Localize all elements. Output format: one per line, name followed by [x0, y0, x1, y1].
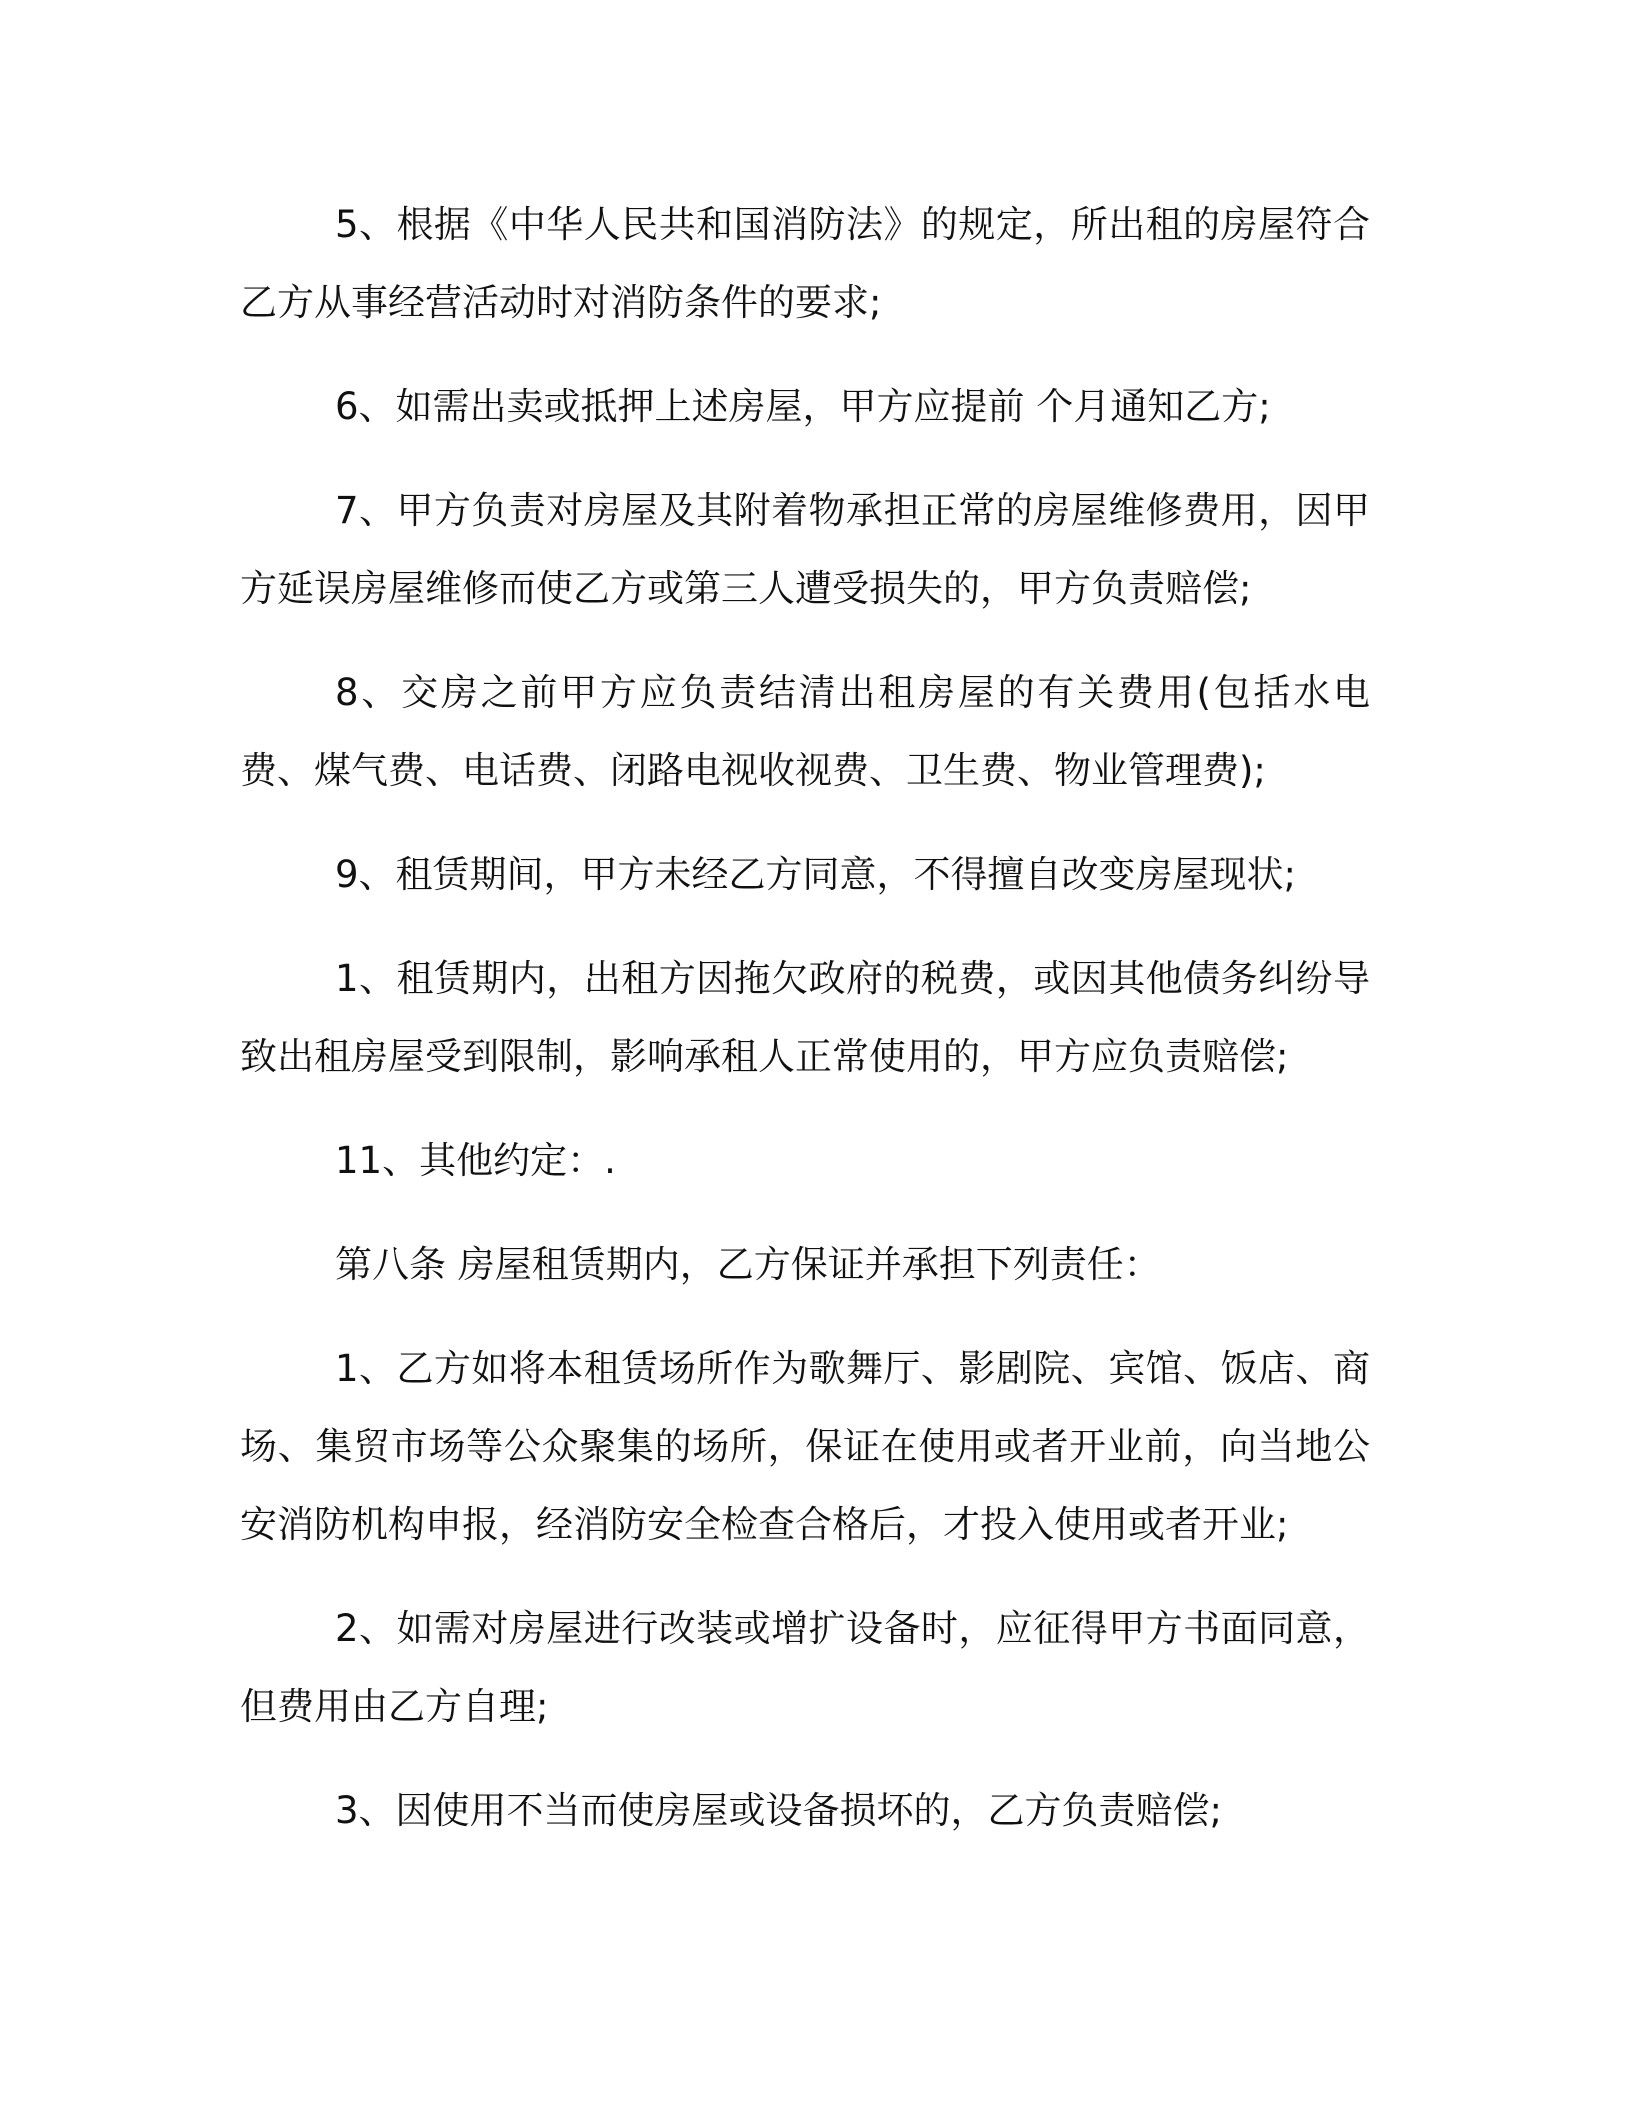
article-8-item-1: 1、乙方如将本租赁场所作为歌舞厅、影剧院、宾馆、饭店、商场、集贸市场等公众聚集的场所，保证在使用或者开业前，向当地公安消防机构申报，经消防安全检查合格后，才投入使用或者开业; [240, 1347, 1370, 1546]
paragraph-item-7: 7、甲方负责对房屋及其附着物承担正常的房屋维修费用，因甲方延误房屋维修而使乙方或第三人遭受损失的，甲方负责赔偿; [240, 489, 1370, 610]
article-8-item-2: 2、如需对房屋进行改装或增扩设备时，应征得甲方书面同意，但费用由乙方自理; [240, 1607, 1370, 1728]
paragraph-item-1-tax: 1、租赁期内，出租方因拖欠政府的税费，或因其他债务纠纷导致出租房屋受到限制，影响承租人正常使用的，甲方应负责赔偿; [240, 957, 1370, 1078]
paragraph-item-6: 6、如需出卖或抵押上述房屋，甲方应提前 个月通知乙方; [335, 385, 1271, 428]
article-8-item-3: 3、因使用不当而使房屋或设备损坏的，乙方负责赔偿; [335, 1789, 1223, 1832]
paragraph-item-11: 11、其他约定：. [335, 1139, 616, 1182]
document-body [240, 186, 1370, 1876]
paragraph-item-5: 5、根据《中华人民共和国消防法》的规定，所出租的房屋符合乙方从事经营活动时对消防条件的要求; [240, 203, 1370, 324]
article-8-heading: 第八条 房屋租赁期内，乙方保证并承担下列责任： [335, 1243, 1161, 1286]
paragraph-item-8: 8、交房之前甲方应负责结清出租房屋的有关费用(包括水电费、煤气费、电话费、闭路电视收视费、卫生费、物业管理费); [240, 671, 1370, 792]
paragraph-item-9: 9、租赁期间，甲方未经乙方同意，不得擅自改变房屋现状; [335, 853, 1297, 896]
